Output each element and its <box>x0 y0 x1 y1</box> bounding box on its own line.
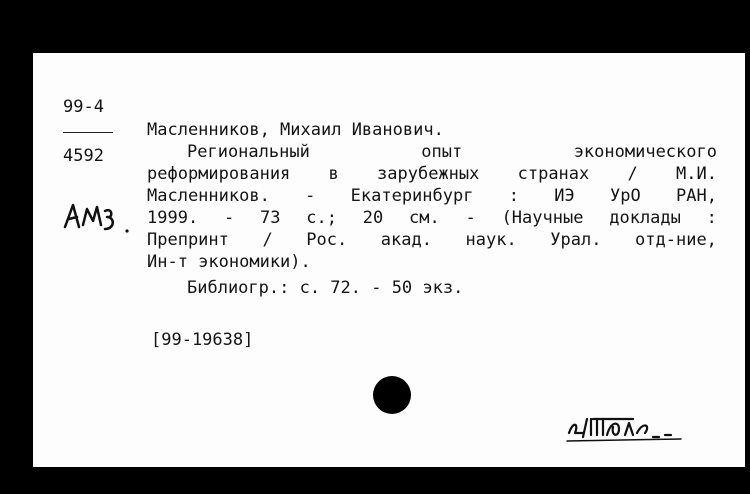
word: с.; <box>306 208 337 228</box>
word: Масленников. <box>147 186 270 206</box>
catalog-card <box>33 53 745 467</box>
word: отд-ние, <box>635 230 717 250</box>
word: М.И. <box>675 164 717 184</box>
word: Урал. <box>550 230 602 250</box>
word: (Научные <box>501 208 584 228</box>
word: странах <box>517 164 590 184</box>
title-line-6: Ин-т экономики). <box>147 252 311 272</box>
word: : <box>706 208 717 228</box>
word: экономического <box>573 142 717 162</box>
bibliography-note: Библиогр.: с. 72. - 50 экз. <box>187 278 464 298</box>
word: зарубежных <box>377 164 480 184</box>
word: 73 <box>260 208 281 228</box>
word: наук. <box>465 230 517 250</box>
word: доклады <box>609 208 681 228</box>
word: в <box>328 164 339 184</box>
word: опыт <box>421 142 463 162</box>
title-line-4 <box>147 208 717 228</box>
word: Рос. <box>306 230 348 250</box>
title-line-5 <box>147 230 717 250</box>
word: Региональный <box>187 142 310 162</box>
word: реформирования <box>147 164 291 184</box>
author-heading: Масленников, Михаил Иванович. <box>147 120 444 140</box>
word: : <box>508 186 519 206</box>
handwritten-signature <box>563 411 687 445</box>
shelf-mark-divider <box>63 132 113 133</box>
word: УрО <box>610 186 641 206</box>
word: / <box>627 164 638 184</box>
punch-hole <box>373 376 411 414</box>
word: РАН, <box>676 186 717 206</box>
title-line-1 <box>187 142 717 162</box>
word: 1999. <box>147 208 199 228</box>
word: Екатеринбург <box>350 186 474 206</box>
title-line-3 <box>147 186 717 206</box>
word: 20 <box>362 208 384 228</box>
word: - <box>305 186 316 206</box>
word: / <box>262 230 273 250</box>
word: см. <box>409 208 440 228</box>
accession-number: [99-19638] <box>151 330 254 350</box>
word: акад. <box>380 230 432 250</box>
handwritten-initials <box>61 199 131 235</box>
word: - <box>465 208 476 228</box>
shelf-mark-top: 99-4 <box>63 97 104 117</box>
shelf-mark-bottom: 4592 <box>63 146 104 166</box>
word: ИЭ <box>554 186 575 206</box>
title-line-2 <box>147 164 717 184</box>
word: Препринт <box>147 230 229 250</box>
word: - <box>223 208 235 228</box>
